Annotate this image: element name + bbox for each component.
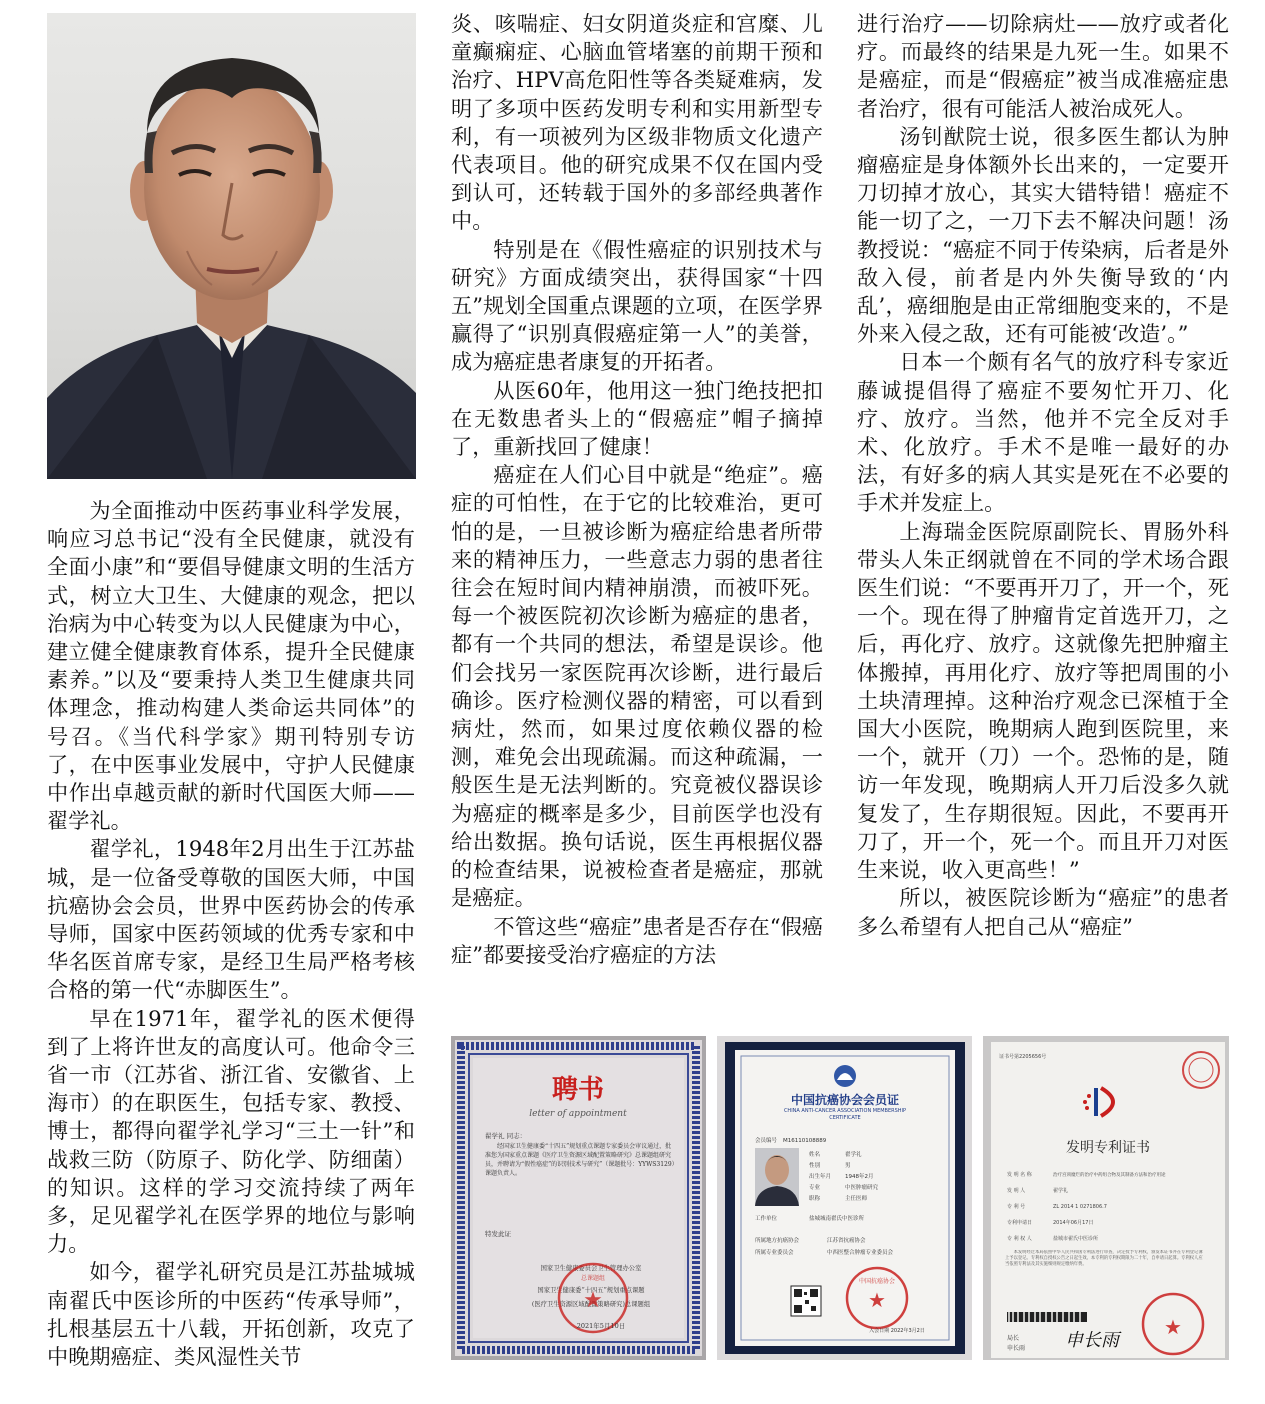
org-label: 所属地方抗癌协会 [755, 1238, 800, 1244]
signer-label: 局长 [1007, 1335, 1020, 1342]
membership-title-en: CHINA ANTI-CANCER ASSOCIATION MEMBERSHIP CERTIFICATE [783, 1108, 907, 1121]
field-label: 姓名 [809, 1152, 821, 1158]
field-label: 专业 [809, 1185, 821, 1191]
appointment-title: 聘书 [551, 1075, 605, 1105]
membership-certificate [717, 1036, 972, 1360]
svg-text:★: ★ [583, 1288, 603, 1313]
committee-value: 中西医整合肿瘤专业委员会 [827, 1250, 894, 1256]
appointment-body: 经国家卫生健康委“十四五”规划重点课题专家委员会审议通过，批准您为国家重点课题《医疗卫生资源区域配置策略研究》总课题组研究员，并聘请为“假性癌症”的识别技术与研究”（课题批号：YYWS3129）课题负责人。 [485, 1143, 675, 1177]
member-photo [755, 1148, 799, 1206]
portrait-illustration [47, 13, 416, 479]
row-label: 发 明 名 称 [1007, 1172, 1032, 1178]
paragraph: 日本一个颇有名气的放疗科专家近藤诚提倡得了癌症不要匆忙开刀、化疗、放疗。当然，他并不完全反对手术、化放疗。手术不是唯一最好的办法，有好多的病人其实是死在不必要的手术并发症上。 [857, 349, 1229, 516]
row-label: 专 利 权 人 [1007, 1236, 1032, 1242]
paragraph: 进行治疗——切除病灶——放疗或者化疗。而最终的结果是九死一生。如果不是癌症，而是“假癌症”被当成准癌症患者治疗，很有可能活人被治成死人。 [857, 11, 1229, 121]
member-no-label: 会员编号 [755, 1138, 778, 1144]
membership-seal-text: 中国抗癌协会 [858, 1278, 896, 1285]
article-column-1 [47, 497, 415, 1371]
paragraph: 炎、咳喘症、妇女阴道炎症和宫糜、儿童癫痫症、心脑血管堵塞的前期干预和治疗、HPV高危阳性等各类疑难病，发明了多项中医药发明专利和实用新型专利，有一项被列为区级非物质文化遗产代表项目。他的研究成果不仅在国内受到认可，还转载于国外的多部经典著作中。 [451, 11, 823, 234]
appointment-closing: 特发此证 [485, 1230, 511, 1238]
field-label: 性别 [809, 1163, 821, 1169]
signer-name: 申长雨 [1007, 1345, 1026, 1352]
paragraph: 不管这些“癌症”患者是否存在“假癌症”都要接受治疗癌症的方法 [451, 913, 823, 967]
row-value: ZL 2014 1 0271806.7 [1053, 1204, 1107, 1210]
row-label: 专 利 号 [1007, 1204, 1026, 1210]
appointment-issuer-3: (医疗卫生资源区域配置策略研究)总课题组 [531, 1301, 651, 1308]
row-value: 翟学礼 [1053, 1188, 1069, 1194]
paragraph: 特别是在《假性癌症的识别技术与研究》方面成绩突出，获得国家“十四五”规划全国重点课题的立项，在医学界赢得了“识别真假癌症第一人”的美誉，成为癌症患者康复的开拓者。 [451, 236, 823, 375]
appointment-seal-text: 总课题组 [580, 1275, 606, 1282]
article-column-3 [857, 10, 1229, 941]
row-label: 发 明 人 [1007, 1188, 1026, 1194]
field-value: 主任医师 [845, 1196, 868, 1202]
appointment-issuer-2: 国家卫生健康委“十四五”规划重点课题 [537, 1287, 645, 1294]
paragraph: 癌症在人们心目中就是“绝症”。癌症的可怕性，在于它的比较难治，更可怕的是，一旦被诊断为癌症给患者所带来的精神压力，一些意志力弱的患者往往会在短时间内精神崩溃，而被吓死。每一个被医院初次诊断为癌症的患者，都有一个共同的想法，希望是误诊。他们会找另一家医院再次诊断，进行最后确诊。医疗检测仪器的精密，可以看到病灶，然而，如果过度依赖仪器的检测，难免会出现疏漏。而这种疏漏，一般医生是无法判断的。究竟被仪器误诊为癌症的概率是多少，目前医学也没有给出数据。换句话说，医生再根据仪器的检查结果，说被检查者是癌症，那就是癌症。 [451, 462, 823, 911]
committee-label: 所属专业委员会 [755, 1250, 794, 1256]
paragraph: 如今，翟学礼研究员是江苏盐城城南翟氏中医诊所的中医药“传承导师”，扎根基层五十八载，开拓创新，攻克了中晚期癌症、类风湿性关节 [47, 1259, 415, 1370]
paragraph: 汤钊猷院士说，很多医生都认为肿瘤癌症是身体额外长出来的，一定要开刀切掉才放心，其实大错特错！癌症不能一切了之，一刀下去不解决问题！汤教授说：“癌症不同于传染病，后者是外敌入侵，前者是内外失衡导致的‘内乱’，癌细胞是由正常细胞变来的，不是外来入侵之敌，还有可能被‘改造’。” [857, 123, 1229, 347]
association-emblem [834, 1065, 856, 1087]
patent-certificate-photo [983, 1036, 1229, 1360]
signature: 申长雨 [1065, 1330, 1119, 1351]
membership-title-en-wrap [775, 1108, 915, 1132]
membership-date: 入会日期 2022年3月2日 [869, 1328, 925, 1334]
patent-title: 发明专利证书 [1066, 1140, 1150, 1156]
patent-body: 本发明经过本局依照中华人民共和国专利法进行审查，决定授予专利权，颁发本证书并在专利登记簿上予以登记。专利权自授权公告之日起生效。本专利的专利权期限为二十年，自申请日起算。专利权人应当依照专利法及其实施细则规定缴纳年费。 [1005, 1250, 1203, 1268]
patent-body-wrap [1005, 1250, 1205, 1306]
membership-title: 中国抗癌协会会员证 [790, 1093, 900, 1107]
article-column-2 [451, 10, 823, 969]
field-value: 翟学礼 [845, 1152, 862, 1158]
field-value: 男 [845, 1163, 851, 1169]
paragraph: 翟学礼，1948年2月出生于江苏盐城，是一位备受尊敬的国医大师，中国抗癌协会会员，世界中医药协会的传承导师，国家中医药领域的优秀专家和中华名医首席专家，是经卫生局严格考核合格的第一代“赤脚医生”。 [47, 836, 415, 1003]
paragraph: 从医60年，他用这一独门绝技把扣在无数患者头上的“假癌症”帽子摘掉了，重新找回了健康！ [451, 377, 823, 460]
field-label: 职称 [809, 1196, 821, 1202]
paragraph: 为全面推动中医药事业科学发展，响应习总书记“没有全民健康，就没有全面小康”和“要倡导健康文明的生活方式，树立大卫生、大健康的观念，把以治病为中心转变为以人民健康为中心，建立健全健康教育体系，提升全民健康素养。”以及“要秉持人类卫生健康共同体理念，推动构建人类命运共同体”的号召。《当代科学家》期刊特别专访了，在中医事业发展中，守护人民健康中作出卓越贡献的新时代国医大师——翟学礼。 [47, 498, 415, 834]
row-value: 2014年06月17日 [1053, 1220, 1094, 1226]
portrait-photo [47, 13, 416, 479]
svg-text:★: ★ [1164, 1315, 1182, 1339]
appointment-date: 2021年5月10日 [576, 1322, 626, 1330]
paragraph: 早在1971年，翟学礼的医术便得到了上将许世友的高度认可。他命令三省一市（江苏省、浙江省、安徽省、上海市）的在职医生，包括专家、教授、博士，都得向翟学礼学习“三土一针”和战救三防（防原子、防化学、防细菌）的知识。这样的学习交流持续了两年多，足见翟学礼在医学界的地位与影响力。 [47, 1005, 415, 1257]
member-no: M16110108889 [783, 1138, 827, 1144]
patent-cert-no: 证书号第2205656号 [999, 1054, 1047, 1060]
paragraph: 上海瑞金医院原副院长、胃肠外科带头人朱正纲就曾在不同的学术场合跟医生们说：“不要再开刀了，开一个，死一个。现在得了肿瘤肯定首选开刀，之后，再化疗、放疗。这就像先把肿瘤主体搬掉，再用化疗、放疗等把周围的小土块清理掉。这种治疗观念已深植于全国大小医院，晚期病人跑到医院里，来一个，就开（刀）一个。恐怖的是，随访一年发现，晚期病人开刀后没多久就复发了，生存期很短。因此，不要再开刀了，开一个，死一个。而且开刀对医生来说，收入更高些！” [857, 518, 1229, 883]
patent-certificate [983, 1036, 1229, 1360]
qr-code [791, 1286, 821, 1316]
field-value: 中医肿瘤研究 [845, 1185, 879, 1191]
appointment-certificate [451, 1036, 706, 1360]
appointment-issuer-1: 国家卫生健康委员会卫生管理办公室 [540, 1265, 642, 1272]
membership-certificate-photo [717, 1036, 972, 1360]
appointment-body-wrap [485, 1142, 675, 1222]
work-unit: 盐城城南翟氏中医诊所 [809, 1216, 865, 1222]
work-unit-label: 工作单位 [755, 1216, 778, 1222]
org-value: 江苏省抗癌协会 [827, 1238, 866, 1244]
barcode [1007, 1312, 1087, 1322]
field-value: 1948年2月 [845, 1174, 874, 1180]
appointment-salutation: 翟学礼 同志： [485, 1132, 527, 1140]
field-label: 出生年月 [809, 1174, 832, 1180]
row-value: 盐城市翟氏中医诊所 [1053, 1236, 1099, 1242]
svg-text:★: ★ [868, 1288, 886, 1312]
paragraph: 所以，被医院诊断为“癌症”的患者多么希望有人把自己从“癌症” [857, 885, 1229, 939]
row-label: 专利申请日 [1007, 1220, 1033, 1226]
appointment-subtitle: letter of appointment [529, 1109, 627, 1119]
row-value: 治疗宫颈糜烂的治疗中药组合物及其制备方法和治疗用途 [1053, 1173, 1166, 1178]
appointment-certificate-photo [451, 1036, 706, 1360]
